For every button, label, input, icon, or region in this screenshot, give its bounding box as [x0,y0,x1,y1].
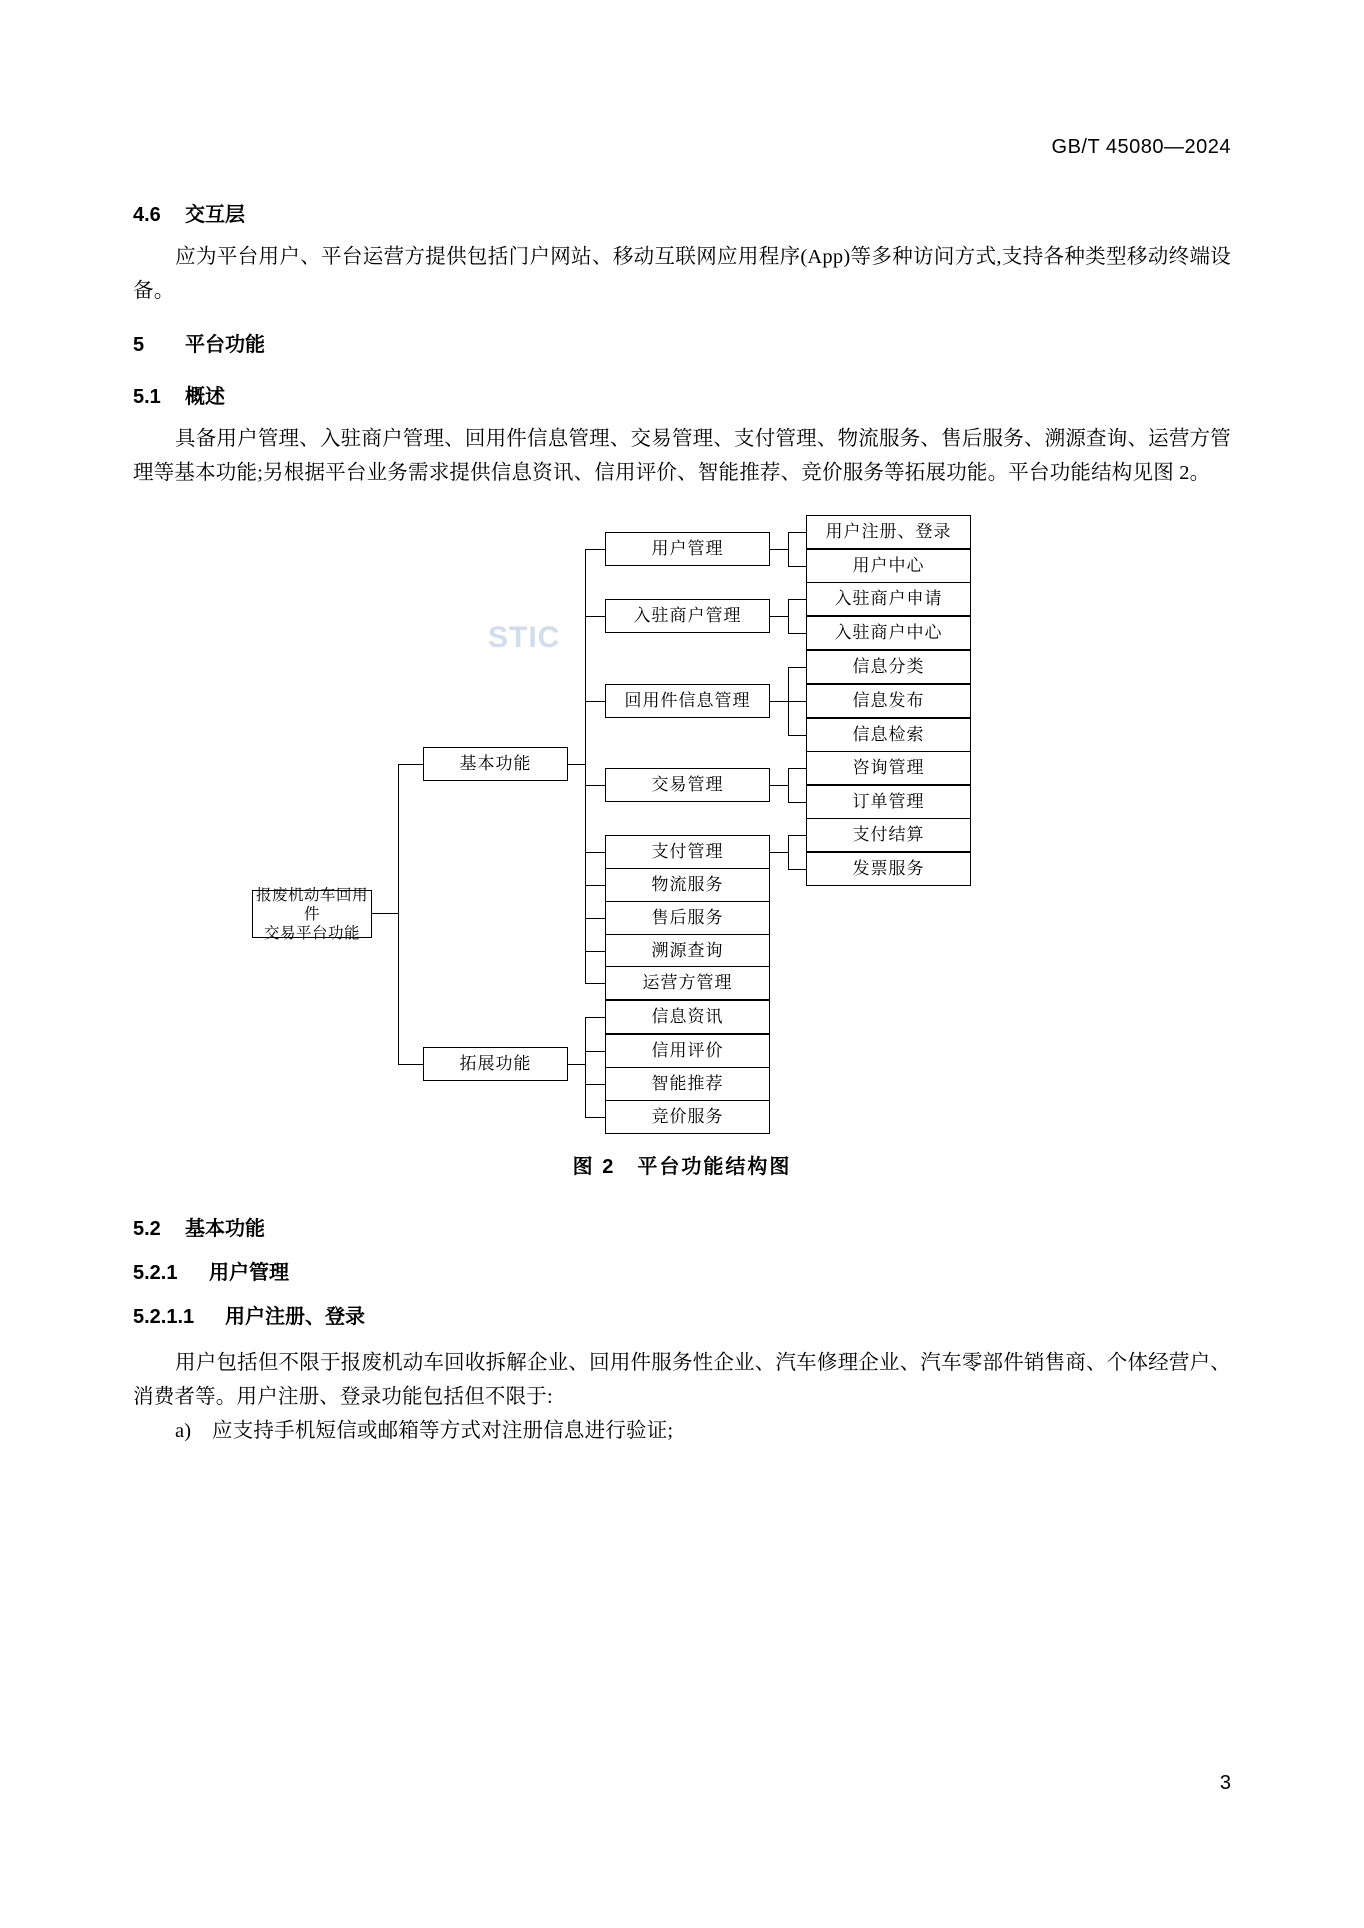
connector-pay-stub [770,852,788,853]
connector-ext-child-2 [585,1051,605,1052]
heading-5-2 [133,1212,265,1241]
node-smart-recommendation [605,1067,770,1101]
connector-ext-vertical [585,1017,586,1117]
node-trade-management-label: 交易管理 [651,775,724,794]
connector-merchant-leaf-2 [788,633,806,634]
node-merchant-center-label: 入驻商户中心 [834,623,943,642]
node-part-info-management-label: 回用件信息管理 [624,691,751,710]
connector-trade-leaf-1 [788,768,806,769]
node-order-management-label: 订单管理 [852,792,925,811]
node-after-sales-service [605,901,770,935]
node-credit-evaluation [605,1034,770,1068]
heading-5-2-title: 基本功能 [185,1218,265,1240]
connector-pay-leaf-1 [788,835,806,836]
node-payment-settlement [806,818,971,852]
page-number: 3 [1219,1772,1231,1794]
node-after-sales-service-label: 售后服务 [651,908,724,927]
node-credit-evaluation-label: 信用评价 [651,1041,724,1060]
connector-pay-vertical [788,835,789,869]
node-payment-management-label: 支付管理 [651,842,724,861]
connector-merchant-vertical [788,599,789,633]
connector-basic-child-6 [585,885,605,886]
paragraph-5-2-1-1-text: 用户包括但不限于报废机动车回收拆解企业、回用件服务性企业、汽车修理企业、汽车零部件销售商、个体经营户、消费者等。用户注册、登录功能包括但不限于: [133,1352,1231,1408]
connector-ext-child-1 [585,1017,605,1018]
node-invoice-service-label: 发票服务 [852,859,925,878]
node-info-publish [806,684,971,718]
connector-user-stub [770,549,788,550]
connector-basic-child-1 [585,549,605,550]
paragraph-4-6-text: 应为平台用户、平台运营方提供包括门户网站、移动互联网应用程序(App)等多种访问方式,支持各种类型移动终端设备。 [133,246,1231,302]
node-merchant-management [605,599,770,633]
node-merchant-application [806,582,971,616]
connector-pay-leaf-2 [788,869,806,870]
heading-5-1-number: 5.1 [133,386,161,408]
connector-info-leaf-2 [788,701,806,702]
heading-5-1 [133,380,225,409]
node-info-news-label: 信息资讯 [651,1007,724,1026]
list-item-a [175,1414,1231,1448]
connector-info-stub [770,701,788,702]
figure-2-platform-function-structure [133,522,1231,1236]
node-merchant-application-label: 入驻商户申请 [834,589,943,608]
connector-trade-vertical [788,768,789,802]
node-extended-functions [423,1047,568,1081]
connector-merchant-stub [770,616,788,617]
node-user-register-login-label: 用户注册、登录 [825,522,952,541]
node-info-search [806,718,971,752]
page-header: GB/T 45080—2024 [1051,136,1231,158]
connector-trunk-basic [398,764,423,765]
node-info-search-label: 信息检索 [852,725,925,744]
connector-trade-stub [770,785,788,786]
node-user-management [605,532,770,566]
node-bidding-service-label: 竞价服务 [651,1107,724,1126]
node-invoice-service [806,852,971,886]
node-trade-management [605,768,770,802]
node-consultation-management [806,751,971,785]
node-merchant-center [806,616,971,650]
heading-5 [133,328,265,357]
connector-basic-stub [568,764,585,765]
node-traceability-query-label: 溯源查询 [651,941,724,960]
heading-5-number: 5 [133,334,145,356]
connector-ext-stub [568,1064,585,1065]
node-root [252,886,372,942]
connector-ext-child-4 [585,1117,605,1118]
connector-ext-child-3 [585,1084,605,1085]
node-operator-management [605,966,770,1000]
node-info-publish-label: 信息发布 [852,691,925,710]
connector-root-trunk [372,913,398,914]
heading-5-1-title: 概述 [185,386,225,408]
connector-basic-child-2 [585,616,605,617]
node-traceability-query [605,934,770,968]
connector-trade-leaf-2 [788,802,806,803]
node-payment-settlement-label: 支付结算 [852,825,925,844]
heading-5-2-1-number: 5.2.1 [133,1262,178,1284]
connector-user-leaf-1 [788,532,806,533]
node-merchant-management-label: 入驻商户管理 [633,606,742,625]
heading-5-2-1-1-number: 5.2.1.1 [133,1306,195,1328]
node-basic-functions [423,747,568,781]
node-user-center [806,549,971,583]
watermark-logo: STIC [488,621,561,654]
connector-basic-child-5 [585,852,605,853]
connector-info-leaf-3 [788,735,806,736]
node-consultation-management-label: 咨询管理 [852,758,925,777]
connector-user-vertical [788,532,789,566]
heading-5-2-1-title: 用户管理 [209,1262,289,1284]
heading-4-6-title: 交互层 [185,204,245,226]
connector-info-leaf-1 [788,667,806,668]
node-user-center-label: 用户中心 [852,556,925,575]
heading-5-2-number: 5.2 [133,1218,161,1240]
node-smart-recommendation-label: 智能推荐 [651,1074,724,1093]
list-item-a-text: a) 应支持手机短信或邮箱等方式对注册信息进行验证; [175,1420,674,1442]
node-operator-management-label: 运营方管理 [642,973,733,992]
heading-5-2-1-1-title: 用户注册、登录 [225,1306,365,1328]
connector-trunk-ext [398,1064,423,1065]
node-info-news [605,1000,770,1034]
connector-basic-child-7 [585,918,605,919]
node-root-line1: 报废机动车回用件 [255,886,368,923]
heading-4-6 [133,198,245,227]
paragraph-4-6 [133,240,1231,308]
node-order-management [806,785,971,819]
paragraph-5-1-text: 具备用户管理、入驻商户管理、回用件信息管理、交易管理、支付管理、物流服务、售后服务、溯源查询、运营方管理等基本功能;另根据平台业务需求提供信息资讯、信用评价、智能推荐、竞价服务等拓展功能。平台功能结构见图 2。 [133,428,1231,484]
connector-user-leaf-2 [788,566,806,567]
node-logistics-service-label: 物流服务 [651,875,724,894]
node-info-classification [806,650,971,684]
node-bidding-service [605,1100,770,1134]
heading-5-2-1 [133,1256,289,1285]
connector-basic-child-3 [585,701,605,702]
node-user-management-label: 用户管理 [651,539,724,558]
heading-4-6-number: 4.6 [133,204,161,226]
connector-merchant-leaf-1 [788,599,806,600]
connector-trunk-vertical [398,764,399,1064]
node-logistics-service [605,868,770,902]
heading-5-title: 平台功能 [185,334,265,356]
paragraph-5-2-1-1 [133,1346,1231,1414]
node-extended-functions-label: 拓展功能 [459,1054,532,1073]
connector-basic-child-8 [585,951,605,952]
node-basic-functions-label: 基本功能 [459,754,532,773]
paragraph-5-1 [133,422,1231,490]
node-payment-management [605,835,770,869]
heading-5-2-1-1 [133,1300,365,1329]
connector-basic-child-4 [585,785,605,786]
node-root-line2: 交易平台功能 [263,924,360,942]
figure-2-caption: 图 2 平台功能结构图 [572,1156,792,1178]
node-user-register-login [806,515,971,549]
node-info-classification-label: 信息分类 [852,657,925,676]
node-part-info-management [605,684,770,718]
connector-basic-child-9 [585,983,605,984]
page-content [133,0,1231,1928]
